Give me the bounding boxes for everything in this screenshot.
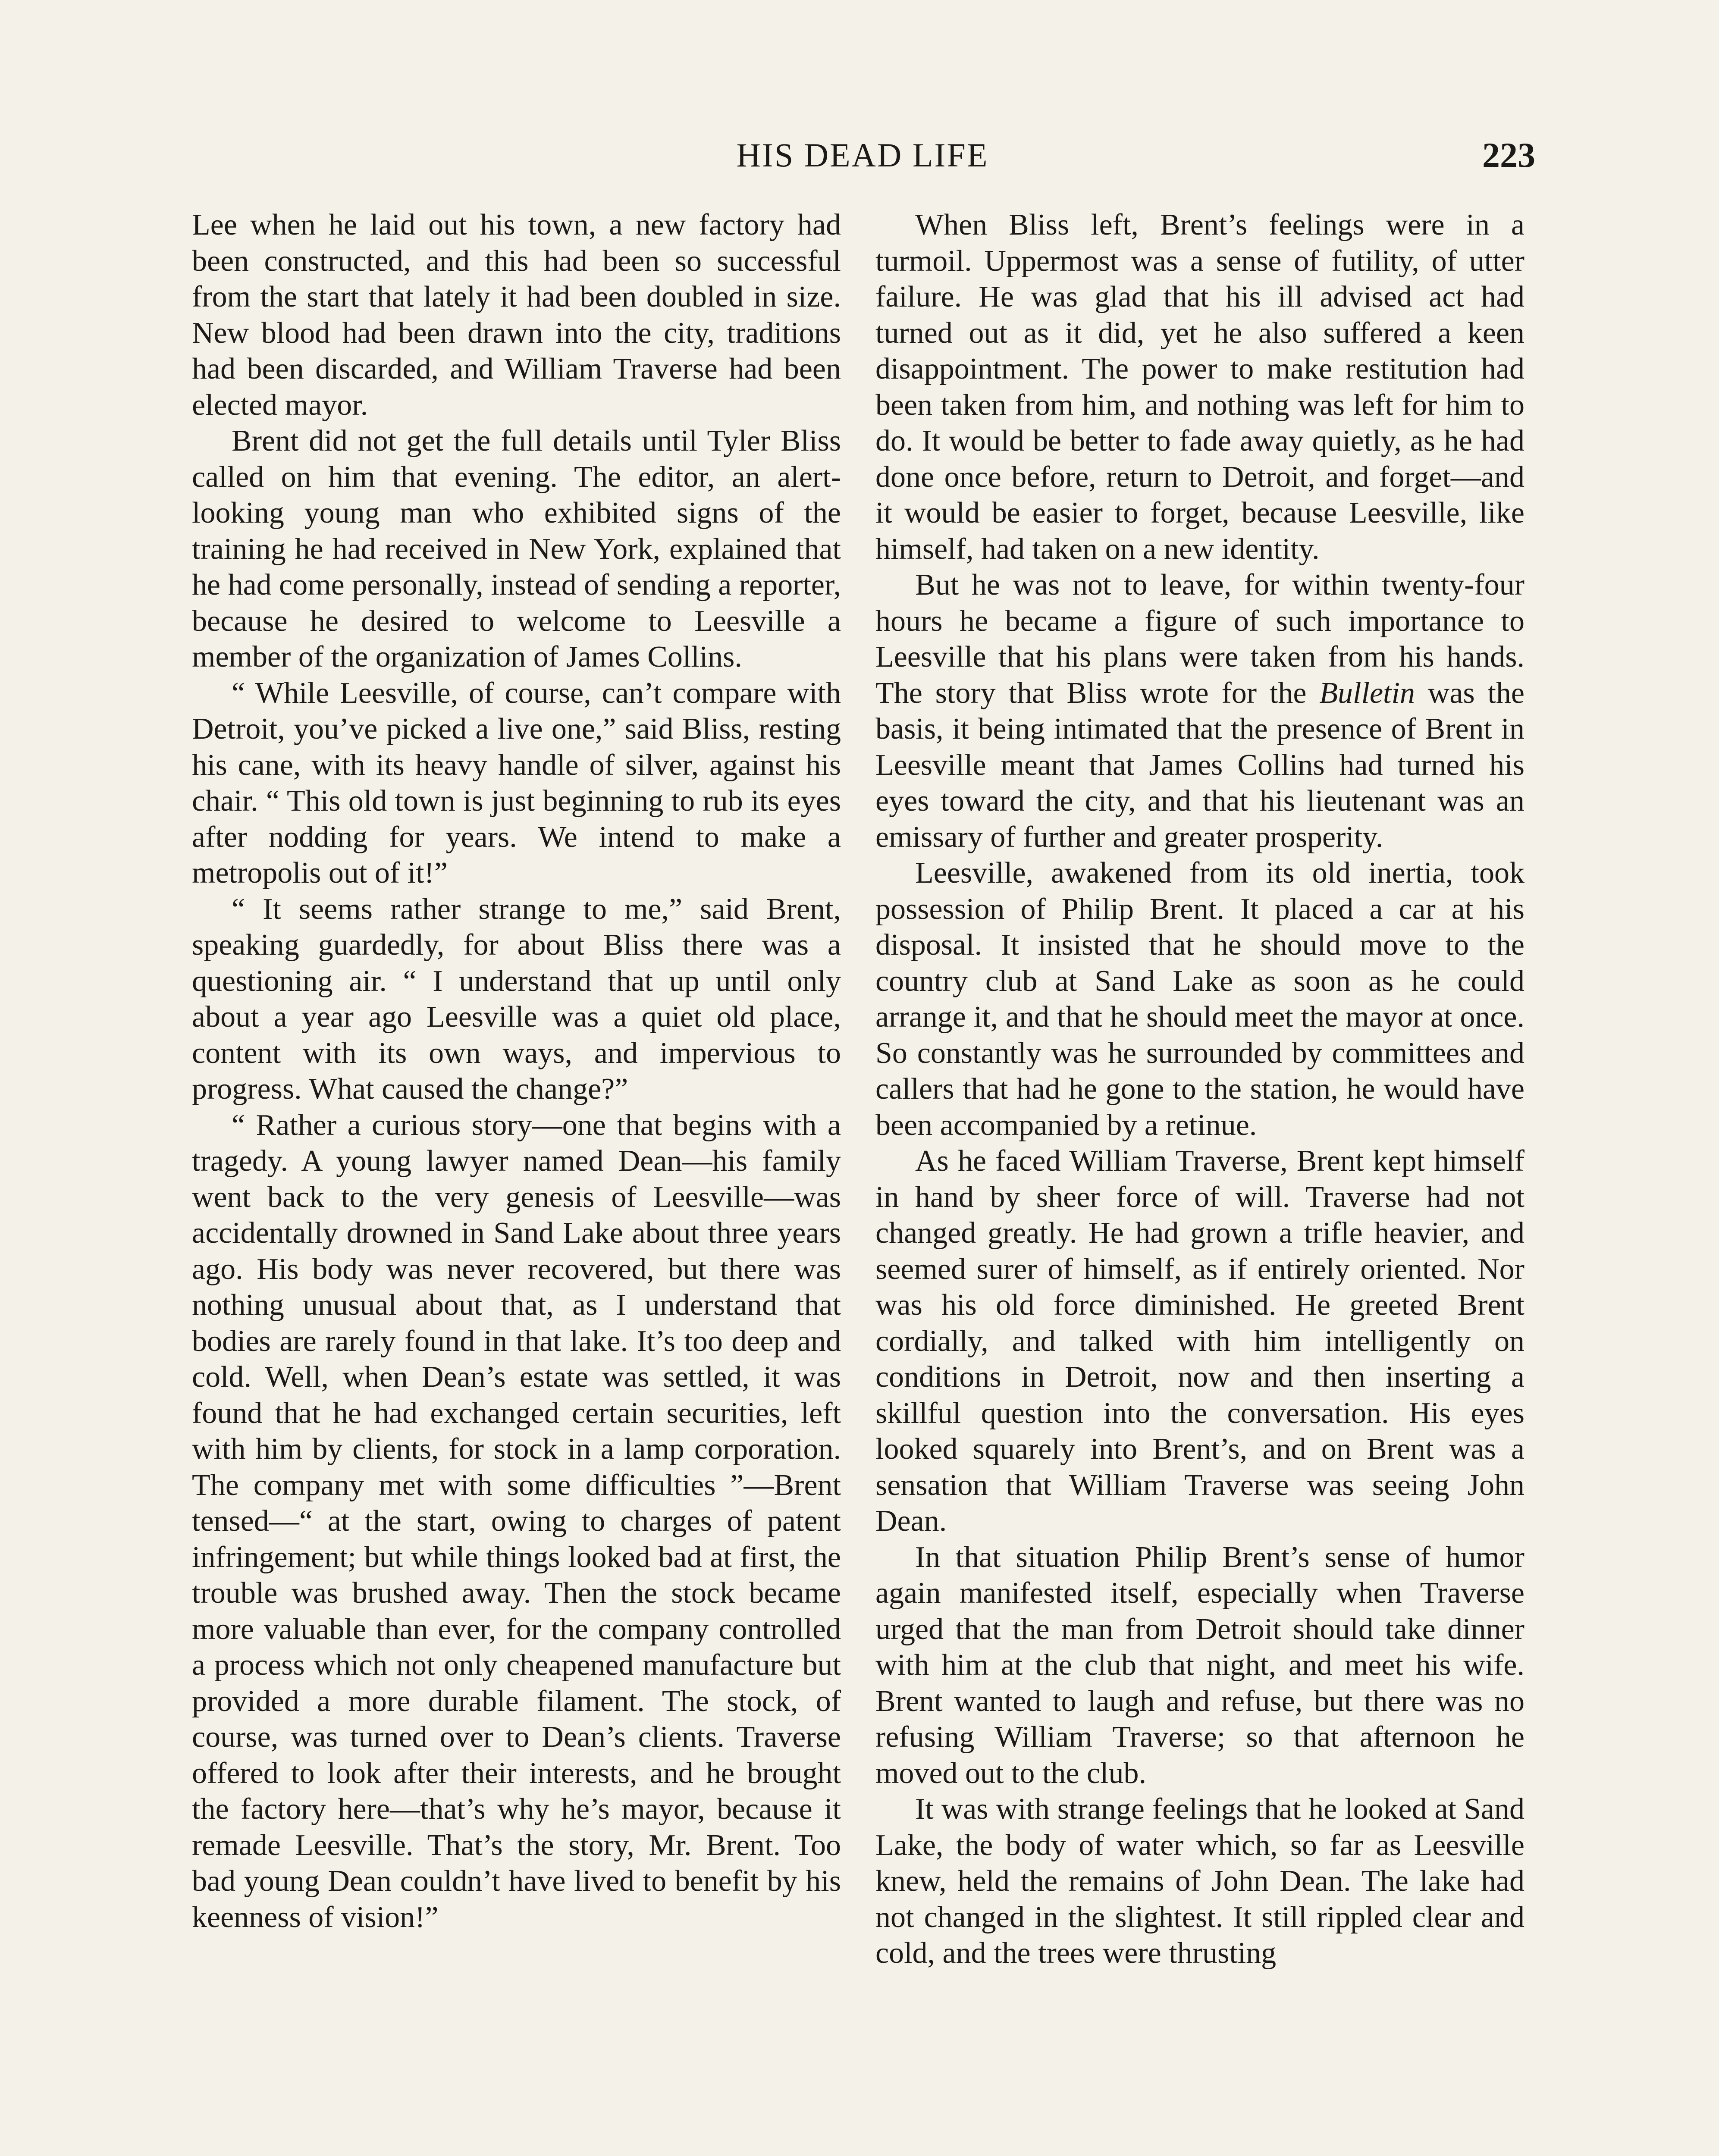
paragraph: Lee when he laid out his town, a new factory had been constructed, and this had been so successful from the start that lately it had been doubled in size. New blood had been drawn into the city, traditions had been discarded, and William Traverse had been elected mayor. <box>192 208 841 422</box>
paragraph: When Bliss left, Brent’s feelings were in a turmoil. Uppermost was a sense of futility, of utter failure. He was glad that his ill advised act had turned out as it did, yet he also suffered a keen disappointment. The power to make restitution had been taken from him, and nothing was left for him to do. It would be better to fade away quietly, as he had done once before, return to Detroit, and forget—and it would be easier to forget, because Leesville, like himself, had taken on a new identity. <box>875 208 1525 566</box>
paragraph: It was with strange feelings that he looked at Sand Lake, the body of water which, so far as Leesville knew, held the remains of John Dean. The lake had not changed in the slightest. It still rippled clear and cold, and the trees were thrusting <box>875 1792 1525 1970</box>
paragraph: “ Rather a curious story—one that begins with a tragedy. A young lawyer named Dean—his family went back to the very genesis of Leesville—was accidentally drowned in Sand Lake about three years ago. His body was never recovered, but there was nothing unusual about that, as I understand that bodies are rarely found in that lake. It’s too deep and cold. Well, when Dean’s estate was settled, it was found that he had exchanged certain securities, left with him by clients, for stock in a lamp corporation. The company met with some difficulties ”—Brent tensed—“ at the start, owing to charges of patent infringement; but while things looked bad at first, the trouble was brushed away. Then the stock became more valuable than ever, for the company controlled a process which not only cheapened manufacture but provided a more durable filament. The stock, of course, was turned over to Dean’s clients. Traverse offered to look after their interests, and he brought the factory here—that’s why he’s mayor, because it remade Leesville. That’s the story, Mr. Brent. Too bad young Dean couldn’t have lived to benefit by his keenness of vision!” <box>192 1108 841 1934</box>
running-title: HIS DEAD LIFE <box>736 136 989 174</box>
page-number: 223 <box>1482 135 1535 175</box>
right-column <box>875 207 1525 1971</box>
newspaper-title: Bulletin <box>1319 676 1415 710</box>
left-column <box>192 207 841 1935</box>
paragraph: But he was not to leave, for within twenty-four hours he became a figure of such importance to Leesville that his plans were taken from his hands. The story that Bliss wrote for the Bulletin was the basis, it being intimated that the presence of Brent in Leesville meant that James Collins had turned his eyes toward the city, and that his lieutenant was an emissary of further and greater prosperity. <box>875 568 1525 854</box>
paragraph: “ It seems rather strange to me,” said Brent, speaking guardedly, for about Bliss there was a questioning air. “ I understand that up until only about a year ago Leesville was a quiet old place, content with its own ways, and impervious to progress. What caused the change?” <box>192 892 841 1106</box>
paragraph: As he faced William Traverse, Brent kept himself in hand by sheer force of will. Traverse had not changed greatly. He had grown a trifle heavier, and seemed surer of himself, as if entirely oriented. Nor was his old force diminished. He greeted Brent cordially, and talked with him intelligently on conditions in Detroit, now and then inserting a skillful question into the conversation. His eyes looked squarely into Brent’s, and on Brent was a sensation that William Traverse was seeing John Dean. <box>875 1144 1525 1538</box>
paragraph: In that situation Philip Brent’s sense of humor again manifested itself, especially when Traverse urged that the man from Detroit should take dinner with him at the club that night, and meet his wife. Brent wanted to laugh and refuse, but there was no refusing William Traverse; so that afternoon he moved out to the club. <box>875 1540 1525 1790</box>
paragraph: Brent did not get the full details until Tyler Bliss called on him that evening. The editor, an alert-looking young man who exhibited signs of the training he had received in New York, explained that he had come personally, instead of sending a reporter, because he desired to welcome to Leesville a member of the organization of James Collins. <box>192 424 841 674</box>
paragraph: Leesville, awakened from its old inertia, took possession of Philip Brent. It placed a car at his disposal. It insisted that he should move to the country club at Sand Lake as soon as he could arrange it, and that he should meet the mayor at once. So constantly was he surrounded by committees and callers that had he gone to the station, he would have been accompanied by a retinue. <box>875 856 1525 1142</box>
paragraph: “ While Leesville, of course, can’t compare with Detroit, you’ve picked a live one,” said Bliss, resting his cane, with its heavy handle of silver, against his chair. “ This old town is just beginning to rub its eyes after nodding for years. We intend to make a metropolis out of it!” <box>192 676 841 890</box>
page-header <box>190 129 1535 181</box>
